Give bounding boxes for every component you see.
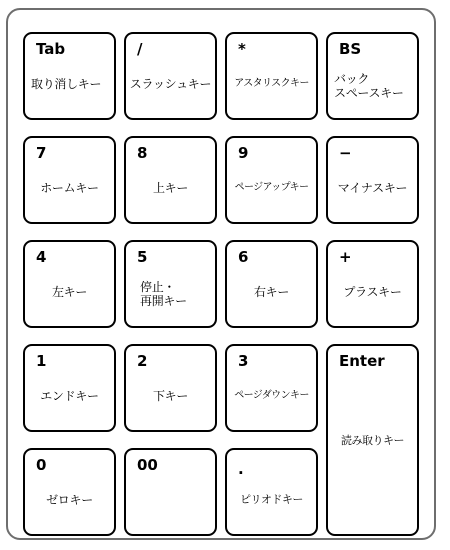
key-9-function: ページアップキー xyxy=(234,182,309,193)
key-asterisk-label: * xyxy=(238,40,246,58)
key-1[interactable] xyxy=(23,344,116,432)
key-slash-function: スラッシュキー xyxy=(129,77,212,91)
key-enter[interactable] xyxy=(326,344,419,536)
key-8-label: 8 xyxy=(137,144,148,162)
key-slash[interactable] xyxy=(124,32,217,120)
key-0-function: ゼロキー xyxy=(46,493,93,507)
key-6-function: 右キー xyxy=(253,285,290,299)
key-bs-function xyxy=(328,72,417,100)
key-plus-function: プラスキー xyxy=(343,285,402,299)
key-6-label: 6 xyxy=(238,248,249,266)
key-9-label: 9 xyxy=(238,144,249,162)
key-bs-function-line1: バック xyxy=(334,72,370,86)
key-minus-function: マイナスキー xyxy=(337,181,408,195)
key-period-function: ピリオドキー xyxy=(240,493,303,506)
key-asterisk[interactable] xyxy=(225,32,318,120)
key-9[interactable] xyxy=(225,136,318,224)
key-asterisk-function: アスタリスクキー xyxy=(234,78,309,89)
key-5-function xyxy=(126,280,215,308)
key-5[interactable] xyxy=(124,240,217,328)
key-00[interactable] xyxy=(124,448,217,536)
key-4[interactable] xyxy=(23,240,116,328)
key-period[interactable] xyxy=(225,448,318,536)
key-tab-function: 取り消しキー xyxy=(31,77,102,91)
key-0-label: 0 xyxy=(36,456,47,474)
key-slash-label: / xyxy=(137,40,143,58)
key-8[interactable] xyxy=(124,136,217,224)
key-1-function: エンドキー xyxy=(40,389,99,403)
key-tab-label: Tab xyxy=(36,40,66,58)
key-4-function: 左キー xyxy=(51,285,88,299)
key-3-function: ページダウンキー xyxy=(234,390,309,401)
key-1-label: 1 xyxy=(36,352,47,370)
key-2-function: 下キー xyxy=(152,389,189,403)
key-6[interactable] xyxy=(225,240,318,328)
key-7-function: ホームキー xyxy=(40,181,99,195)
key-3-label: 3 xyxy=(238,352,249,370)
key-2[interactable] xyxy=(124,344,217,432)
key-bs[interactable] xyxy=(326,32,419,120)
key-5-label: 5 xyxy=(137,248,148,266)
key-minus[interactable] xyxy=(326,136,419,224)
key-7-label: 7 xyxy=(36,144,47,162)
key-bs-function-line2: スペースキー xyxy=(334,86,404,100)
key-tab[interactable] xyxy=(23,32,116,120)
key-plus-label: + xyxy=(339,248,352,266)
key-period-label: . xyxy=(238,460,244,478)
key-minus-label: − xyxy=(339,144,352,162)
key-bs-label: BS xyxy=(339,40,362,58)
key-5-function-line2: 再開キー xyxy=(140,294,187,308)
keypad-panel xyxy=(6,8,436,540)
key-0[interactable] xyxy=(23,448,116,536)
key-8-function: 上キー xyxy=(152,181,189,195)
key-00-label: 00 xyxy=(137,456,158,474)
key-enter-label: Enter xyxy=(339,352,385,370)
key-7[interactable] xyxy=(23,136,116,224)
key-enter-function: 読み取りキー xyxy=(341,434,404,447)
key-2-label: 2 xyxy=(137,352,148,370)
key-3[interactable] xyxy=(225,344,318,432)
key-plus[interactable] xyxy=(326,240,419,328)
key-4-label: 4 xyxy=(36,248,47,266)
key-5-function-line1: 停止・ xyxy=(140,280,176,294)
